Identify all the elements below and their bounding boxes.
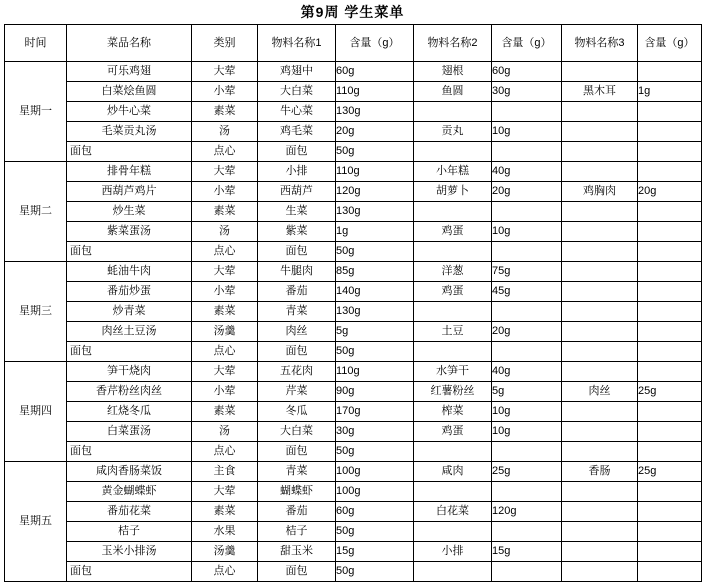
material-3-cell: 香肠 [562,462,638,482]
day-label-cell: 星期三 [5,262,67,362]
material-3-amount-cell [638,62,702,82]
material-2-amount-cell [492,202,562,222]
student-menu-table [4,24,702,582]
material-1-cell: 蝴蝶虾 [258,482,336,502]
material-1-cell: 面包 [258,242,336,262]
material-3-amount-cell [638,282,702,302]
material-3-cell [562,542,638,562]
material-2-cell: 贡丸 [414,122,492,142]
material-2-cell [414,342,492,362]
table-row [5,542,702,562]
table-row [5,422,702,442]
material-2-amount-cell [492,562,562,582]
material-2-cell: 红薯粉丝 [414,382,492,402]
material-2-amount-cell [492,522,562,542]
category-cell: 点心 [192,142,258,162]
dish-name-cell: 笋干烧肉 [67,362,192,382]
material-2-amount-cell: 25g [492,462,562,482]
table-row [5,442,702,462]
table-row [5,122,702,142]
category-cell: 汤羹 [192,322,258,342]
header-material-2-amount: 含量（g） [492,25,562,62]
material-1-amount-cell: 130g [336,102,414,122]
material-2-cell [414,442,492,462]
dish-name-cell: 红烧冬瓜 [67,402,192,422]
material-2-cell: 胡萝卜 [414,182,492,202]
material-3-amount-cell [638,222,702,242]
material-1-cell: 冬瓜 [258,402,336,422]
material-3-amount-cell [638,322,702,342]
material-1-amount-cell: 50g [336,522,414,542]
material-3-cell [562,202,638,222]
category-cell: 素菜 [192,102,258,122]
material-2-amount-cell [492,242,562,262]
material-2-amount-cell: 20g [492,182,562,202]
material-2-amount-cell [492,342,562,362]
day-label-cell: 星期五 [5,462,67,582]
material-2-amount-cell: 10g [492,422,562,442]
material-3-cell: 黑木耳 [562,82,638,102]
dish-name-cell: 面包 [67,242,192,262]
category-cell: 小荤 [192,182,258,202]
category-cell: 小荤 [192,82,258,102]
material-1-amount-cell: 130g [336,302,414,322]
material-2-amount-cell: 10g [492,402,562,422]
material-3-cell [562,422,638,442]
table-row [5,102,702,122]
day-label-cell: 星期二 [5,162,67,262]
header-material-1-name: 物料名称1 [258,25,336,62]
category-cell: 大荤 [192,262,258,282]
dish-name-cell: 炒生菜 [67,202,192,222]
header-material-1-amount: 含量（g） [336,25,414,62]
material-3-amount-cell [638,342,702,362]
category-cell: 素菜 [192,502,258,522]
category-cell: 主食 [192,462,258,482]
table-row [5,302,702,322]
material-1-amount-cell: 60g [336,62,414,82]
dish-name-cell: 肉丝土豆汤 [67,322,192,342]
material-3-amount-cell [638,502,702,522]
material-2-amount-cell: 20g [492,322,562,342]
material-3-amount-cell [638,262,702,282]
material-2-amount-cell: 10g [492,222,562,242]
material-3-amount-cell [638,482,702,502]
table-row [5,242,702,262]
dish-name-cell: 桔子 [67,522,192,542]
table-row [5,222,702,242]
material-2-cell: 小排 [414,542,492,562]
material-1-amount-cell: 50g [336,342,414,362]
material-3-amount-cell: 25g [638,462,702,482]
material-3-cell [562,562,638,582]
category-cell: 水果 [192,522,258,542]
material-1-amount-cell: 120g [336,182,414,202]
material-3-cell: 鸡胸肉 [562,182,638,202]
material-2-amount-cell: 15g [492,542,562,562]
dish-name-cell: 毛菜贡丸汤 [67,122,192,142]
table-row [5,262,702,282]
material-3-amount-cell [638,102,702,122]
material-3-amount-cell [638,362,702,382]
material-1-amount-cell: 30g [336,422,414,442]
material-1-amount-cell: 170g [336,402,414,422]
material-2-amount-cell: 10g [492,122,562,142]
table-row [5,142,702,162]
material-3-amount-cell [638,522,702,542]
table-row [5,382,702,402]
material-1-amount-cell: 85g [336,262,414,282]
category-cell: 素菜 [192,302,258,322]
material-1-cell: 面包 [258,442,336,462]
dish-name-cell: 炒青菜 [67,302,192,322]
table-row [5,62,702,82]
material-1-cell: 甜玉米 [258,542,336,562]
material-1-amount-cell: 110g [336,82,414,102]
table-header-row [5,25,702,62]
material-2-amount-cell: 75g [492,262,562,282]
dish-name-cell: 咸肉香肠菜饭 [67,462,192,482]
material-1-cell: 番茄 [258,502,336,522]
table-row [5,562,702,582]
dish-name-cell: 面包 [67,562,192,582]
material-1-cell: 芹菜 [258,382,336,402]
material-1-cell: 大白菜 [258,422,336,442]
material-3-amount-cell [638,542,702,562]
header-category: 类别 [192,25,258,62]
material-1-amount-cell: 140g [336,282,414,302]
material-1-amount-cell: 60g [336,502,414,522]
material-2-cell: 白花菜 [414,502,492,522]
material-3-cell [562,502,638,522]
material-3-cell [562,522,638,542]
material-1-amount-cell: 110g [336,362,414,382]
category-cell: 点心 [192,442,258,462]
dish-name-cell: 西葫芦鸡片 [67,182,192,202]
header-material-3-amount: 含量（g） [638,25,702,62]
page-title: 第9周 学生菜单 [300,4,405,20]
table-row [5,162,702,182]
dish-name-cell: 番茄炒蛋 [67,282,192,302]
material-2-amount-cell [492,482,562,502]
material-3-cell [562,442,638,462]
material-3-cell [562,402,638,422]
table-row [5,202,702,222]
material-3-amount-cell: 25g [638,382,702,402]
material-1-cell: 青菜 [258,302,336,322]
dish-name-cell: 面包 [67,142,192,162]
material-1-cell: 肉丝 [258,322,336,342]
material-2-cell: 鸡蛋 [414,222,492,242]
table-row [5,322,702,342]
material-1-cell: 牛心菜 [258,102,336,122]
table-row [5,362,702,382]
material-2-cell: 咸肉 [414,462,492,482]
material-2-amount-cell: 120g [492,502,562,522]
material-2-cell: 榨菜 [414,402,492,422]
material-1-cell: 面包 [258,142,336,162]
material-3-amount-cell [638,142,702,162]
material-2-amount-cell [492,442,562,462]
table-body [5,62,702,582]
material-3-cell [562,302,638,322]
category-cell: 大荤 [192,482,258,502]
dish-name-cell: 炒牛心菜 [67,102,192,122]
material-3-amount-cell [638,562,702,582]
material-1-amount-cell: 50g [336,242,414,262]
material-1-amount-cell: 110g [336,162,414,182]
material-1-amount-cell: 1g [336,222,414,242]
dish-name-cell: 白菜蛋汤 [67,422,192,442]
dish-name-cell: 面包 [67,442,192,462]
material-2-cell: 土豆 [414,322,492,342]
table-row [5,522,702,542]
material-1-amount-cell: 100g [336,462,414,482]
material-1-cell: 番茄 [258,282,336,302]
category-cell: 大荤 [192,62,258,82]
material-3-cell [562,222,638,242]
material-2-cell [414,522,492,542]
material-3-cell [562,322,638,342]
material-2-cell [414,482,492,502]
category-cell: 小荤 [192,282,258,302]
material-1-amount-cell: 130g [336,202,414,222]
material-3-cell [562,482,638,502]
material-2-amount-cell: 5g [492,382,562,402]
dish-name-cell: 紫菜蛋汤 [67,222,192,242]
material-1-cell: 牛腿肉 [258,262,336,282]
day-label-cell: 星期一 [5,62,67,162]
material-2-cell: 翅根 [414,62,492,82]
table-row [5,502,702,522]
category-cell: 点心 [192,562,258,582]
material-2-cell [414,242,492,262]
material-1-amount-cell: 50g [336,142,414,162]
material-3-amount-cell [638,442,702,462]
material-1-cell: 生菜 [258,202,336,222]
material-1-cell: 五花肉 [258,362,336,382]
material-1-amount-cell: 90g [336,382,414,402]
material-2-cell [414,142,492,162]
material-3-cell [562,162,638,182]
day-label-cell: 星期四 [5,362,67,462]
header-material-2-name: 物料名称2 [414,25,492,62]
category-cell: 汤羹 [192,542,258,562]
material-3-cell [562,342,638,362]
category-cell: 素菜 [192,402,258,422]
material-2-amount-cell [492,302,562,322]
material-3-cell [562,242,638,262]
material-2-amount-cell: 40g [492,362,562,382]
header-dish-name: 菜品名称 [67,25,192,62]
material-2-amount-cell [492,142,562,162]
dish-name-cell: 香芹粉丝肉丝 [67,382,192,402]
dish-name-cell: 白菜烩鱼圆 [67,82,192,102]
material-2-amount-cell: 40g [492,162,562,182]
header-material-3-name: 物料名称3 [562,25,638,62]
material-2-cell [414,302,492,322]
dish-name-cell: 可乐鸡翅 [67,62,192,82]
material-3-cell [562,262,638,282]
table-row [5,402,702,422]
category-cell: 点心 [192,242,258,262]
material-1-cell: 面包 [258,562,336,582]
category-cell: 汤 [192,222,258,242]
material-3-cell [562,282,638,302]
material-3-cell: 肉丝 [562,382,638,402]
material-1-cell: 大白菜 [258,82,336,102]
material-3-amount-cell: 20g [638,182,702,202]
header-time: 时间 [5,25,67,62]
material-3-amount-cell [638,422,702,442]
material-3-amount-cell [638,302,702,322]
material-3-cell [562,362,638,382]
material-2-amount-cell: 45g [492,282,562,302]
material-1-amount-cell: 15g [336,542,414,562]
table-row [5,182,702,202]
material-1-cell: 紫菜 [258,222,336,242]
material-2-cell: 鱼圆 [414,82,492,102]
material-1-cell: 小排 [258,162,336,182]
dish-name-cell: 面包 [67,342,192,362]
material-3-cell [562,122,638,142]
material-2-cell: 洋葱 [414,262,492,282]
material-2-cell: 小年糕 [414,162,492,182]
dish-name-cell: 黄金蝴蝶虾 [67,482,192,502]
dish-name-cell: 蚝油牛肉 [67,262,192,282]
material-1-amount-cell: 5g [336,322,414,342]
material-3-amount-cell [638,402,702,422]
category-cell: 素菜 [192,202,258,222]
material-3-amount-cell [638,202,702,222]
material-3-amount-cell [638,122,702,142]
category-cell: 汤 [192,122,258,142]
material-3-amount-cell [638,162,702,182]
category-cell: 点心 [192,342,258,362]
material-1-cell: 桔子 [258,522,336,542]
material-2-cell: 鸡蛋 [414,422,492,442]
category-cell: 汤 [192,422,258,442]
table-row [5,482,702,502]
material-2-amount-cell [492,102,562,122]
material-1-amount-cell: 50g [336,562,414,582]
dish-name-cell: 排骨年糕 [67,162,192,182]
material-1-amount-cell: 20g [336,122,414,142]
material-3-amount-cell [638,242,702,262]
material-1-cell: 鸡毛菜 [258,122,336,142]
category-cell: 大荤 [192,362,258,382]
table-row [5,282,702,302]
material-1-cell: 西葫芦 [258,182,336,202]
material-1-amount-cell: 50g [336,442,414,462]
material-2-cell: 鸡蛋 [414,282,492,302]
category-cell: 大荤 [192,162,258,182]
material-2-amount-cell: 30g [492,82,562,102]
table-row [5,462,702,482]
material-2-cell: 水笋干 [414,362,492,382]
material-2-amount-cell: 60g [492,62,562,82]
material-3-amount-cell: 1g [638,82,702,102]
material-3-cell [562,102,638,122]
dish-name-cell: 番茄花菜 [67,502,192,522]
dish-name-cell: 玉米小排汤 [67,542,192,562]
material-3-cell [562,142,638,162]
category-cell: 小荤 [192,382,258,402]
material-2-cell [414,102,492,122]
material-2-cell [414,202,492,222]
material-1-cell: 鸡翅中 [258,62,336,82]
material-3-cell [562,62,638,82]
table-row [5,82,702,102]
material-1-cell: 青菜 [258,462,336,482]
table-row [5,342,702,362]
material-2-cell [414,562,492,582]
material-1-cell: 面包 [258,342,336,362]
material-1-amount-cell: 100g [336,482,414,502]
